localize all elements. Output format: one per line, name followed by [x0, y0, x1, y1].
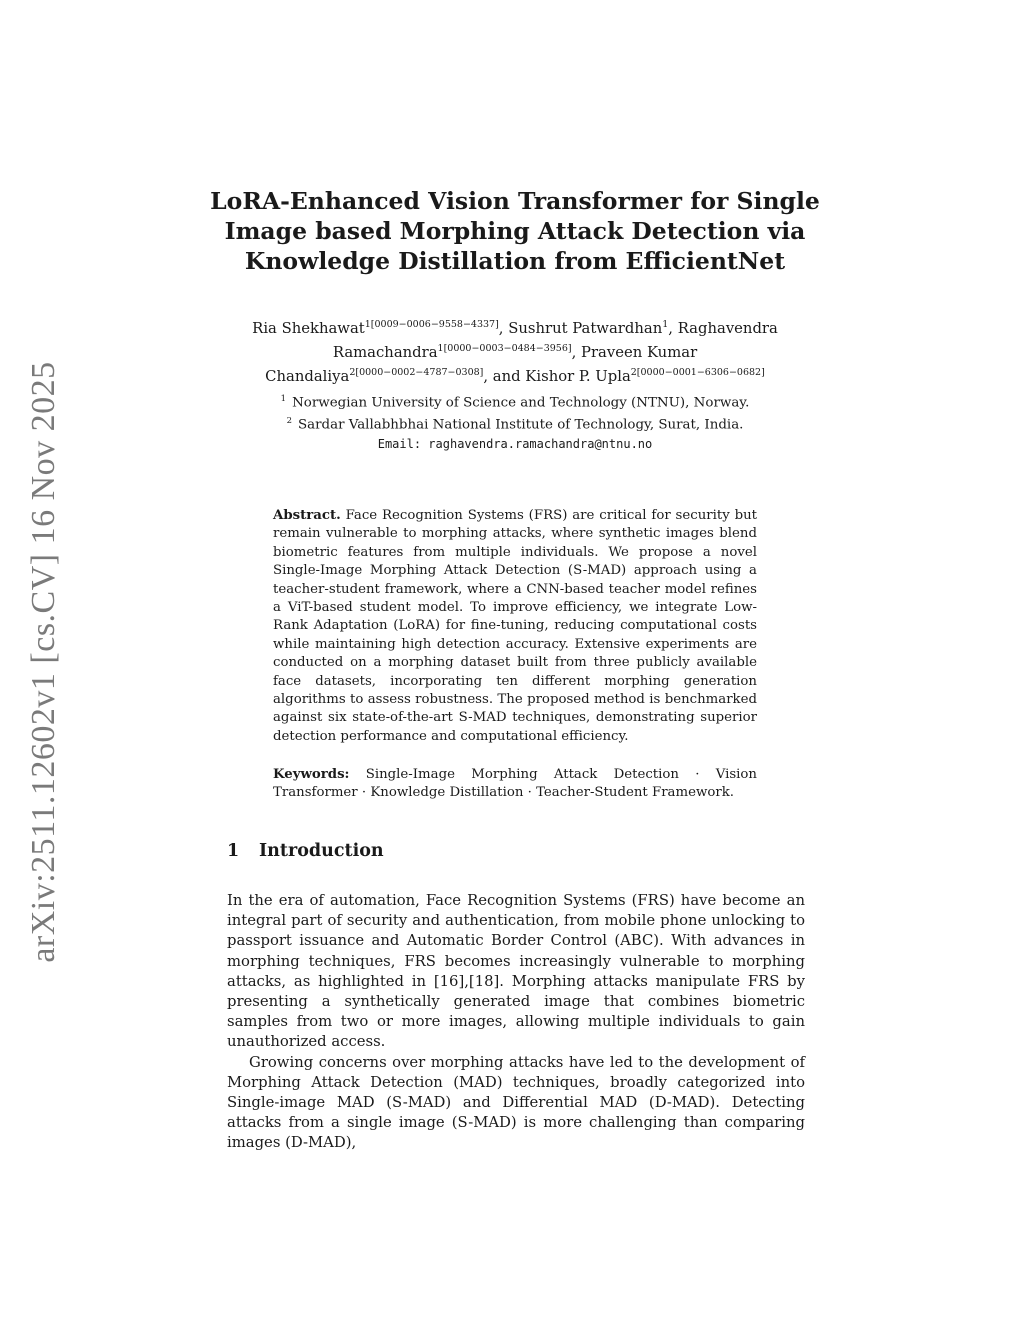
arxiv-identifier-stamp: arXiv:2511.12602v1 [cs.CV] 16 Nov 2025 — [25, 361, 62, 963]
title-line: LoRA-Enhanced Vision Transformer for Single — [210, 187, 820, 215]
author-orcid: 2[0000−0002−4787−0308] — [349, 366, 484, 378]
author-orcid: 1[0000−0003−0484−3956] — [437, 342, 572, 354]
author-name: , and Kishor P. Upla — [483, 367, 631, 385]
section-heading — [227, 841, 384, 861]
section-title: Introduction — [259, 841, 384, 861]
keywords-label: Keywords: — [273, 767, 350, 782]
affiliation-mark: 2 — [286, 416, 292, 427]
author-name: Ria Shekhawat — [252, 319, 365, 337]
author-line — [220, 363, 810, 387]
title-line: Image based Morphing Attack Detection via — [224, 217, 806, 245]
author-list — [220, 315, 810, 387]
keywords-text: Single-Image Morphing Attack Detection · Vision Transformer · Knowledge Distillation · Teacher-Student Framework. — [273, 767, 757, 801]
author-affiliation-mark: 1 — [662, 319, 669, 330]
author-orcid: 2[0000−0001−6306−0682] — [630, 366, 765, 378]
keywords — [273, 766, 757, 803]
author-line — [220, 339, 810, 363]
affiliations — [220, 390, 810, 454]
author-name: Ramachandra — [332, 343, 438, 361]
paragraph: In the era of automation, Face Recognition Systems (FRS) have become an integral part of security and authentication, from mobile phone unlocking to passport issuance and Automatic Border Control (ABC). With advances in morphing techniques, FRS becomes increasingly vulnerable to morphing attacks, as highlighted in [16],[18]. Morphing attacks manipulate FRS by presenting a synthetically generated image that combines biometric samples from two or more images, allowing multiple individuals to gain unauthorized access. — [227, 892, 805, 1051]
author-name: , Sushrut Patwardhan — [498, 319, 663, 337]
contact-email: Email: raghavendra.ramachandra@ntnu.no — [377, 436, 653, 451]
affiliation — [220, 412, 810, 434]
affiliation-mark: 1 — [280, 394, 287, 404]
affiliation — [220, 390, 810, 412]
paper-title — [200, 186, 830, 276]
section-number: 1 — [227, 841, 240, 861]
paragraph: Growing concerns over morphing attacks have led to the development of Morphing Attack Detection (MAD) techniques, broadly categorized into Single-image MAD (S-MAD) and Differential MAD (D-MAD). Detecting attacks from a single image (S-MAD) is more challenging than comparing images (D-MAD), — [227, 1053, 805, 1152]
affiliation-text: Norwegian University of Science and Technology (NTNU), Norway. — [292, 395, 750, 411]
author-name: , Raghavendra — [668, 319, 778, 337]
author-name: Chandaliya — [265, 367, 350, 385]
author-orcid: 1[0009−0006−9558−4337] — [364, 319, 499, 330]
title-line: Knowledge Distillation from EfficientNet — [244, 247, 786, 275]
abstract-text: Face Recognition Systems (FRS) are critical for security but remain vulnerable to morphing attacks, where synthetic images blend biometric features from multiple individuals. We propose a novel Single-Image Morphing Attack Detection (S-MAD) approach using a teacher-student framework, where a CNN-based teacher model refines a ViT-based student model. To improve efficiency, we integrate Low-Rank Adaptation (LoRA) for fine-tuning, reducing computational costs while maintaining high detection accuracy. Extensive experiments are conducted on a morphing dataset built from three publicly available face datasets, incorporating ten different morphing generation algorithms to assess robustness. The proposed method is benchmarked against six state-of-the-art S-MAD techniques, demonstrating superior detection performance and computational efficiency. — [273, 508, 757, 744]
abstract-label: Abstract. — [273, 508, 341, 523]
author-name: , Praveen Kumar — [571, 343, 698, 361]
abstract — [273, 507, 757, 746]
author-line — [220, 315, 810, 339]
introduction-body — [227, 891, 805, 1154]
affiliation-text: Sardar Vallabhbhai National Institute of Technology, Surat, India. — [297, 417, 744, 433]
